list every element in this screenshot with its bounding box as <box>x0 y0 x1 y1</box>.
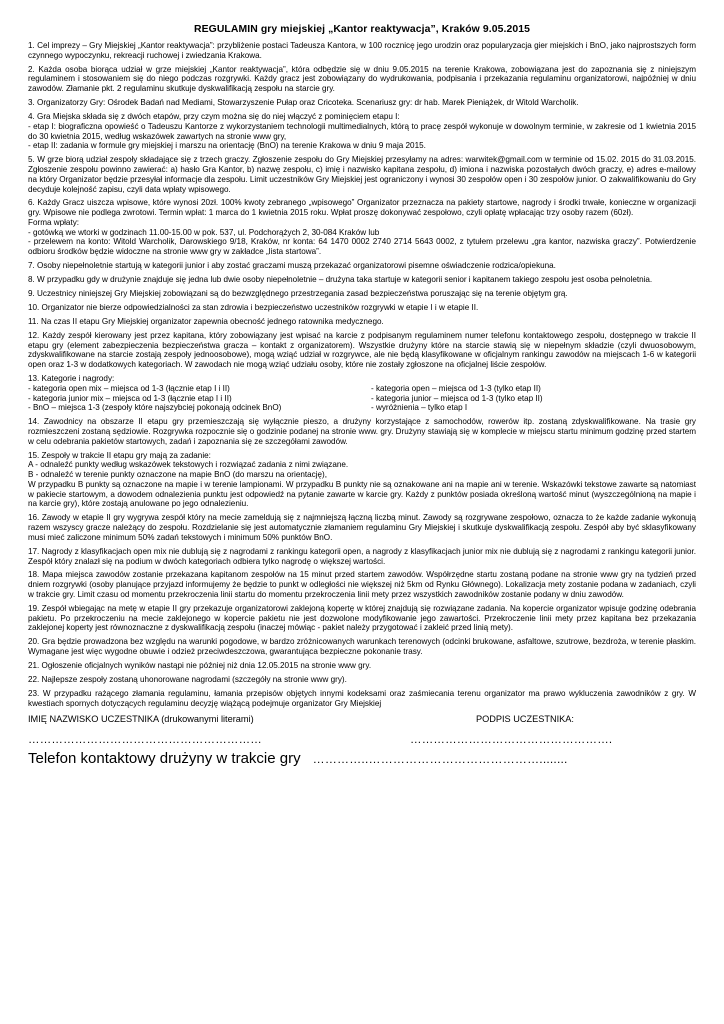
paragraph-23: 23. W przypadku rażącego złamania regulaminu, łamania przepisów objętych innymi kodeksami oraz zaśmiecania terenu organizator ma prawo wykluczenia zawodników z gry. W kwestiach spornych dotyczących regulaminu decyzję wiążącą podejmuje organizator Gry Miejskiej <box>28 688 696 708</box>
paragraph-10: 10. Organizator nie bierze odpowiedzialności za stan zdrowia i bezpieczeństwo uczestników rozgrywki w etapie I i w etapie II. <box>28 302 479 312</box>
paragraph-15-line: A - odnaleźć punkty według wskazówek tekstowych i rozwiązać zadania z nimi związane. <box>28 460 349 470</box>
paragraph-6-line: Forma wpłaty: <box>28 217 80 227</box>
paragraph-14: 14. Zawodnicy na obszarze II etapu gry przemieszczają się wyłącznie pieszo, a drużyny korzystające z samochodów, rowerów itp. zostaną zdyskwalifikowane. Na trasie gry rozmieszczeni zostaną sędziowie. Rozgrywka rozpocznie się o godzinie podanej na stronie www. gry. Drużyny stawiają się w komplecie w miejscu startu minimum godzinę przed startem w celu odebrania pakietów startowych, zadań i zapoznania się ze szczegółami zawodów. <box>28 417 696 446</box>
paragraph-15-line: W przypadku B punkty są oznaczone na mapie i w terenie lampionami. W przypadku B punkty nie są oznakowane ani na mapie ani w terenie. Wskazówki tekstowe zawarte są natomiast w pakiecie startowym, a dowodem odnalezienia punktu jest odpowiedź na pytanie zawarte w karcie gry. Każdy z punktów posiada określoną wartość minut (wyszczególnioną na mapie i na karcie gry), które zostają anulowane po jego odnalezieniu. <box>28 479 696 509</box>
paragraph-4-line: 4. Gra Miejska składa się z dwóch etapów, przy czym można się do niej włączyć z pominięciem etapu I: <box>28 112 400 122</box>
categories-heading: 13. Kategorie i nagrody: <box>28 374 115 383</box>
paragraph-6-line: - przelewem na konto: Witold Warcholik, Darowskiego 9/18, Kraków, nr konta: 64 1470 0002 2740 2714 5643 0002, z tytułem przelewu „gra kantor, nazwiska graczy”. Potwierdzenie odbioru środków będzie widoczne na stronie www gry w zakładce „lista startowa”. <box>28 237 696 257</box>
paragraph-12: 12. Każdy zespół kierowany jest przez kapitana, który zobowiązany jest wpisać na karcie z podpisanym regulaminem numer telefonu kontaktowego zespołu, dostępnego w trakcie II etapu gry (element zabezpieczenia bezpieczeństwa gracza – kontakt z organizatorem). Wszystkie drużyny które na starcie stawią się w niepełnym składzie (czyli dwuosobowym, zdyskwalifikowane na starcie zostają zespoły jednoosobowe), mogą wziąć udział w rozgrywce, ale nie będą klasyfikowane w oficjalnym rankingu zawodów na miejscach 1-6 w kategorii open oraz 1-3 w dodatkowych kategoriach. W zawodach nie mogą wziąć udziału osoby, które nie zostały zgłoszone na oficjalnej liście zespołów. <box>28 330 696 370</box>
paragraph-21: 21. Ogłoszenie oficjalnych wyników nastąpi nie później niż dnia 12.05.2015 na stronie www gry. <box>28 661 372 670</box>
participant-signature-label: PODPIS UCZESTNIKA: <box>475 714 574 725</box>
paragraph-16: 16. Zawody w etapie II gry wygrywa zespół który na mecie zameldują się z najmniejszą łączną liczbą minut. Zawody są rozgrywane zespołowo, oznacza to że każde zadanie wykonują razem wszyscy gracze należący do zespołu. Rozdzielanie się jest automatycznie złamaniem regulaminu Gry Miejskiej i skutkuje dyskwalifikacją zespołu. Zespół aby być sklasyfikowany musi mieć zaliczone minimum 50% zadań tekstowych i minimum 50% punktów BnO. <box>28 513 696 542</box>
participant-name-label: IMIĘ NAZWISKO UCZESTNIKA (drukowanymi literami) <box>28 714 254 725</box>
paragraph-4-line: - etap I: biograficzna opowieść o Tadeuszu Kantorze z wykorzystaniem technologii multimedialnych, którą to pracę zespół wykonuje w dowolnym terminie, w zakresie od 1 kwietnia 2015 do 30 kwietnia 2015, według wskazówek zawartych na stronie www gry, <box>28 121 696 141</box>
paragraph-6-line: - gotówką we wtorki w godzinach 11.00-15.00 w pok. 537, ul. Podchorążych 2, 30-084 Kraków lub <box>28 227 380 237</box>
paragraph-15 <box>28 451 696 510</box>
signature-labels <box>28 714 696 724</box>
participant-signature-field[interactable]: ……………………………………………. <box>410 734 613 747</box>
paragraph-13 <box>28 374 696 413</box>
paragraph-4 <box>28 112 696 151</box>
category-item: - BnO – miejsca 1-3 (zespoły które najszybciej pokonają odcinek BnO) <box>28 403 282 413</box>
category-item: - kategoria open mix – miejsca od 1-3 (łącznie etap I i II) <box>28 383 230 393</box>
paragraph-7: 7. Osoby niepełnoletnie startują w kategorii junior i aby zostać graczami muszą przekazać organizatorowi pisemne oświadczenie rodzica/opiekuna. <box>28 261 556 271</box>
category-item: - kategoria open – miejsca od 1-3 (tylko etap II) <box>371 383 541 393</box>
document-title: REGULAMIN gry miejskiej „Kantor reaktywacja”, Kraków 9.05.2015 <box>194 24 530 35</box>
paragraph-8: 8. W przypadku gdy w drużynie znajduje się jedna lub dwie osoby niepełnoletnie – drużyna taka startuje w kategorii senior i kapitanem takiego zespołu jest osoba pełnoletnia. <box>28 275 653 285</box>
paragraph-17: 17. Nagrody z klasyfikacjach open mix nie dublują się z nagrodami z rankingu kategorii open, a nagrody z klasyfikacjach junior mix nie dublują się z nagrodami z rankingu kategorii junior. Zespół który znalazł się na podium w dwóch kategoriach odbiera tylko nagrodę o większej wartości. <box>28 546 696 566</box>
categories-columns <box>28 384 696 413</box>
paragraph-4-line: - etap II: zadania w formule gry miejskiej i marszu na orientację (BnO) na terenie Krakowa w dniu 9 maja 2015. <box>28 141 426 151</box>
paragraph-2: 2. Każda osoba biorąca udział w grze miejskiej „Kantor reaktywacja”, która odbędzie się w dniu 9.05.2015 na terenie Krakowa, zobowiązana jest do zapoznania się z niniejszym regulaminem i stosowaniem się do niego podczas rozgrywki. Każdy gracz jest zobowiązany do wydrukowania, podpisania i przekazania regulaminu organizatorowi, najpóźniej w dniu zawodów. Złamanie pkt. 2 regulaminu skutkuje dyskwalifikacją zespołu na starcie gry. <box>28 64 696 94</box>
regulation-document <box>28 24 696 767</box>
paragraph-9: 9. Uczestnicy niniejszej Gry Miejskiej zobowiązani są do bezwzględnego przestrzegania zasad bezpieczeństwa poruszając się na terenie objętym grą. <box>28 289 568 298</box>
paragraph-6 <box>28 198 696 257</box>
team-phone-row <box>28 750 696 767</box>
category-item: - kategoria junior mix – miejsca od 1-3 (łącznie etap I i II) <box>28 393 232 403</box>
categories-left-column <box>28 384 371 413</box>
participant-name-field[interactable]: …………………………………………………… <box>28 734 262 747</box>
paragraph-1: 1. Cel imprezy – Gry Miejskiej „Kantor reaktywacja”: przybliżenie postaci Tadeusza Kantora, w 100 rocznicę jego urodzin oraz popularyzacja gier miejskich i BnO, jako najprostszych form czynnego wypoczynku, rekreacji ruchowej i zwiedzania Krakowa. <box>28 41 696 60</box>
paragraph-20: 20. Gra będzie prowadzona bez względu na warunki pogodowe, w bardzo zróżnicowanych warunkach terenowych (odcinki brukowane, asfaltowe, szutrowe, bezdroża, w terenie płaskim. Wymagane jest więc wygodne obuwie i odzież przeciwdeszczowa, gwarantująca bezpieczne pokonanie trasy. <box>28 637 696 657</box>
paragraph-3: 3. Organizatorzy Gry: Ośrodek Badań nad Mediami, Stowarzyszenie Pułap oraz Cricoteka. Scenariusz gry: dr hab. Marek Pieniążek, dr Witold Warcholik. <box>28 98 579 108</box>
signature-fields <box>28 734 696 746</box>
paragraph-5: 5. W grze biorą udział zespoły składające się z trzech graczy. Zgłoszenie zespołu do Gry Miejskiej przesyłamy na adres: warwitek@gmail.com w terminie od 15.02. 2015 do 31.03.2015. Zgłoszenie zespołu powinno zawierać: a) hasło Gra Kantor, b) nazwę zespołu, c) imię i nazwisko kapitana zespołu, d) imiona i nazwiska pozostałych dwóch graczy, e) adres e-mailowy na który Organizator będzie przesyłał informacje dla zespołu. Limit uczestników Gry Miejskiej jest ograniczony i wynosi 30 zespołów open i 30 zespołów junior. O zakwalifikowaniu do Gry decyduje kolejność zapisu, czyli data wpłaty wpisowego. <box>28 155 696 194</box>
paragraph-22: 22. Najlepsze zespoły zostaną uhonorowane nagrodami (szczegóły na stronie www gry). <box>28 674 347 684</box>
paragraph-18: 18. Mapa miejsca zawodów zostanie przekazana kapitanom zespołów na 15 minut przed startem zawodów. Współrzędne startu zostaną podane na stronie www gry na tydzień przed dniem rozgrywki (osoby planujące przyjazd informujemy że będzie to punkt w odległości nie większej niż 5km od Rynku Głównego). Lokalizacja mety zostanie podana w zadaniach, czyli w trakcie gry. Limit czasu od momentu przekroczenia linii startu do momentu przekroczenia linii mety przez wszystkich zawodników zostanie podany w dniu zawodów. <box>28 570 696 599</box>
paragraph-15-line: 15. Zespoły w trakcie II etapu gry mają za zadanie: <box>28 450 211 460</box>
paragraph-6-line: 6. Każdy Gracz uiszcza wpisowe, które wynosi 20zł. 100% kwoty zebranego „wpisowego” Organizator przeznacza na pakiety startowe, nagrody i środki trwałe, konieczne w organizacji gry. Wpisowe nie podlega zwrotowi. Termin wpłat: 1 marca do 1 kwietnia 2015 roku. Wpłat proszę dokonywać zespołowo, czyli opłatę wpłacając trzy osoby razem (60zł). <box>28 198 696 218</box>
category-item: - kategoria junior – miejsca od 1-3 (tylko etap II) <box>371 393 543 403</box>
paragraph-19: 19. Zespół wbiegając na metę w etapie II gry przekazuje organizatorowi zaklejoną kopertę w której znajdują się rozwiązane zadania. Na kopercie organizator wpisuje godzinę odebrania pakietu. Po przekroczeniu na mecie zaklejonego w kopercie pakietu nie jest dozwolone modyfikowanie jego zawartości. Przekroczenie linii mety przez kapitana bez przekazania zaklejonej koperty jest równoznaczne z dyskwalifikacją zespołu (inaczej mówiąc - pakiet należy przygotować i zakleić przed linią mety). <box>28 603 696 633</box>
paragraph-11: 11. Na czas II etapu Gry Miejskiej organizator zapewnia obecność jednego ratownika medycznego. <box>28 316 384 326</box>
team-phone-label: Telefon kontaktowy drużyny w trakcie gry <box>28 750 301 768</box>
paragraph-15-line: B - odnaleźć w terenie punkty oznaczone na mapie BnO (do marszu na orientację), <box>28 470 327 480</box>
category-item: - wyróżnienia – tylko etap I <box>371 403 468 413</box>
team-phone-field[interactable]: …………..……………………………………........ <box>312 752 568 767</box>
categories-right-column <box>371 384 696 413</box>
